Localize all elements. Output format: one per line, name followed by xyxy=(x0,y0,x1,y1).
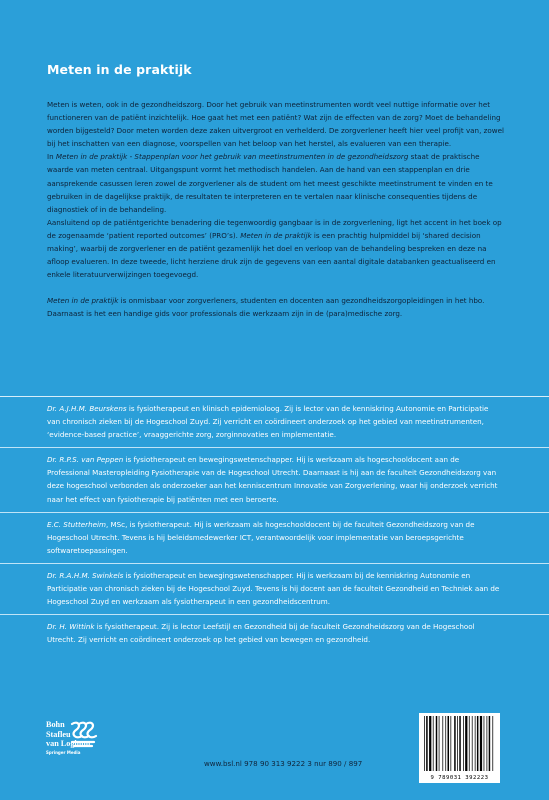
author-name: E.C. Stutterheim xyxy=(47,519,106,529)
barcode-bar xyxy=(484,716,485,771)
barcode-bar xyxy=(448,716,450,771)
blurb-p4-title: Meten in de praktijk xyxy=(47,296,119,306)
blurb-p2-prefix: In xyxy=(47,152,56,162)
barcode-bar xyxy=(450,716,451,771)
barcode-bar xyxy=(424,716,425,771)
blurb-p4-rest: is onmisbaar voor zorgverleners, studenten en docenten aan gezondheidszorgopleidingen in het hbo. Daarnaast is het een handige gids voor professionals die werkzaam zijn in de (para)medische zorg. xyxy=(47,296,485,319)
barcode-bar xyxy=(465,716,467,771)
barcode-bar xyxy=(433,716,434,771)
blurb-paragraph-1: Meten is weten, ook in de gezondheidszorg. Door het gebruik van meetinstrumenten wordt veel nuttige informatie over het functioneren van de patiënt inzichtelijk. Hoe gaat het met een patiënt? Wat zijn de effecten van de zorg? Moet de behandeling worden bijgesteld? Door meten worden deze zaken uitvergroot en verhelderd. De zorgverlener heeft hier veel profijt van, zowel bij het inschatten van een diagnose, voorspellen van het beloop van het herstel, als evalueren van een therapie. xyxy=(47,100,504,149)
barcode-bar xyxy=(442,716,443,771)
blurb xyxy=(47,98,507,321)
author-description: is fysiotherapeut. Zij is lector Leefstijl en Gezondheid bij de faculteit Gezondheidszorg van de Hogeschool Utrecht. Zij verricht en coördineert onderzoek op het gebied van bewegen en gezondheid. xyxy=(47,622,475,645)
isbn-line: www.bsl.nl 978 90 313 9222 3 nur 890 / 897 xyxy=(204,759,363,768)
barcode-bar xyxy=(463,716,464,771)
publisher-line-2: Stafleu xyxy=(46,729,71,739)
barcode-bar xyxy=(459,716,461,771)
blurb-p3-b: is een prachtig hulpmiddel bij ‘shared decision making’, waarbij de zorgverlener en de patiënt gezamenlijk het doel en verloop van de behandeling bespreken en deze na afloop evalueren. In deze tweede, licht herziene druk zijn de gegevens van een aantal digitale databanken geactualiseerd en enkele literatuurverwijzingen toegevoegd. xyxy=(47,230,496,280)
author-bio xyxy=(0,397,549,448)
barcode-bar xyxy=(426,716,428,771)
barcode-number: 9 789031 392223 xyxy=(430,775,489,781)
barcode-bar xyxy=(492,716,493,771)
author-bio xyxy=(0,513,549,564)
author-bio xyxy=(0,448,549,512)
barcode xyxy=(419,713,500,783)
author-name: Dr. R.P.S. van Peppen xyxy=(47,455,124,465)
author-name: Dr. H. Wittink xyxy=(47,622,95,632)
blurb-paragraph-2 xyxy=(47,150,507,215)
author-description: is fysiotherapeut en bewegingswetenschapper. Hij is werkzaam bij de kenniskring Autonomie en Participatie van chronisch zieken bij de Hogeschool Zuyd. Tevens is hij docent aan de faculteit Gezondheid en Techniek aan de Hogeschool Zuyd en werkzaam als fysiotherapeut in een gezondheidscentrum. xyxy=(47,570,500,607)
author-name: Dr. R.A.H.M. Swinkels xyxy=(47,570,124,580)
barcode-bar xyxy=(477,716,479,771)
barcode-bars xyxy=(423,716,496,771)
blurb-p2-rest: staat de praktische waarde van meten centraal. Uitgangspunt vormt het methodisch handelen. Aan de hand van een stappenplan en drie aansprekende casussen leren zowel de zorgverlener als de student om het meest geschikte meetinstrument te vinden en te gebruiken in de dagelijkse praktijk, de resultaten te interpreteren en te vertalen naar klinische consequenties tijdens de diagnostiek of in de behandeling. xyxy=(47,152,493,214)
blurb-paragraph-3 xyxy=(47,216,507,281)
barcode-bar xyxy=(480,716,482,771)
barcode-bar xyxy=(469,716,470,771)
blurb-p3-title: Meten in de praktijk xyxy=(240,230,312,240)
author-description: , MSc, is fysiotherapeut. Hij is werkzaam als hogeschooldocent bij de faculteit Gezondheidszorg van de Hogeschool Utrecht. Tevens is hij beleidsmedewerker ICT, verantwoordelijk voor implementatie van beroepsgerichte softwaretoepassingen. xyxy=(47,519,475,555)
barcode-bar xyxy=(445,716,446,771)
blurb-p3-a: Aansluitend op de patiëntgerichte benadering die tegenwoordig gangbaar is in de zorgverlening, ligt het accent in het boek op de zogenaamde ‘patient reported outcomes’ (PRO’s). xyxy=(47,217,502,240)
barcode-bar xyxy=(457,716,458,771)
paragraph-gap xyxy=(47,281,507,294)
book-title: Meten in de praktijk xyxy=(47,62,192,77)
barcode-bar xyxy=(475,716,476,771)
publisher-line-3: van Loghum xyxy=(46,739,91,748)
author-description: is fysiotherapeut en bewegingswetenschapper. Hij is werkzaam als hogeschooldocent aan de Professional Masteropleiding Fysiotherapie van de Hogeschool Utrecht. Daarnaast is hij aan de faculteit Gezondheidszorg van deze hogeschool verbonden als onderzoeker aan het kenniscentrum Innovatie van Zorgverlening, waar hij onderzoek verricht naar het effect van fysiotherapie bij patiënten met een beroerte. xyxy=(47,455,498,504)
publisher-subtitle: Springer Media xyxy=(46,750,81,755)
barcode-bar xyxy=(487,716,488,771)
barcode-bar xyxy=(439,716,440,771)
author-name: Dr. A.J.H.M. Beurskens xyxy=(47,404,127,413)
book-full-title: Meten in de praktijk - Stappenplan voor het gebruik van meetinstrumenten in de gezondheidszorg xyxy=(55,152,409,162)
barcode-bar xyxy=(454,716,456,771)
barcode-bar xyxy=(472,716,473,771)
publisher-name xyxy=(46,720,90,749)
publisher-line-1: Bohn xyxy=(46,720,65,729)
barcode-bar xyxy=(489,716,491,771)
author-list xyxy=(0,397,549,652)
author-description: is fysiotherapeut en klinisch epidemioloog. Zij is lector van de kenniskring Autonomie en Participatie van chronisch zieken bij de Hogeschool Zuyd. Zij verricht en coördineert onderzoek op het gebied van meetinstrumenten, ‘evidence-based practice’, vraaggerichte zorg, zorginnovaties en implementatie. xyxy=(47,404,489,440)
barcode-bar xyxy=(436,716,438,771)
author-bio xyxy=(0,564,549,615)
blurb-paragraph-4 xyxy=(47,294,507,320)
author-bio xyxy=(0,615,549,652)
barcode-bar xyxy=(429,716,431,771)
